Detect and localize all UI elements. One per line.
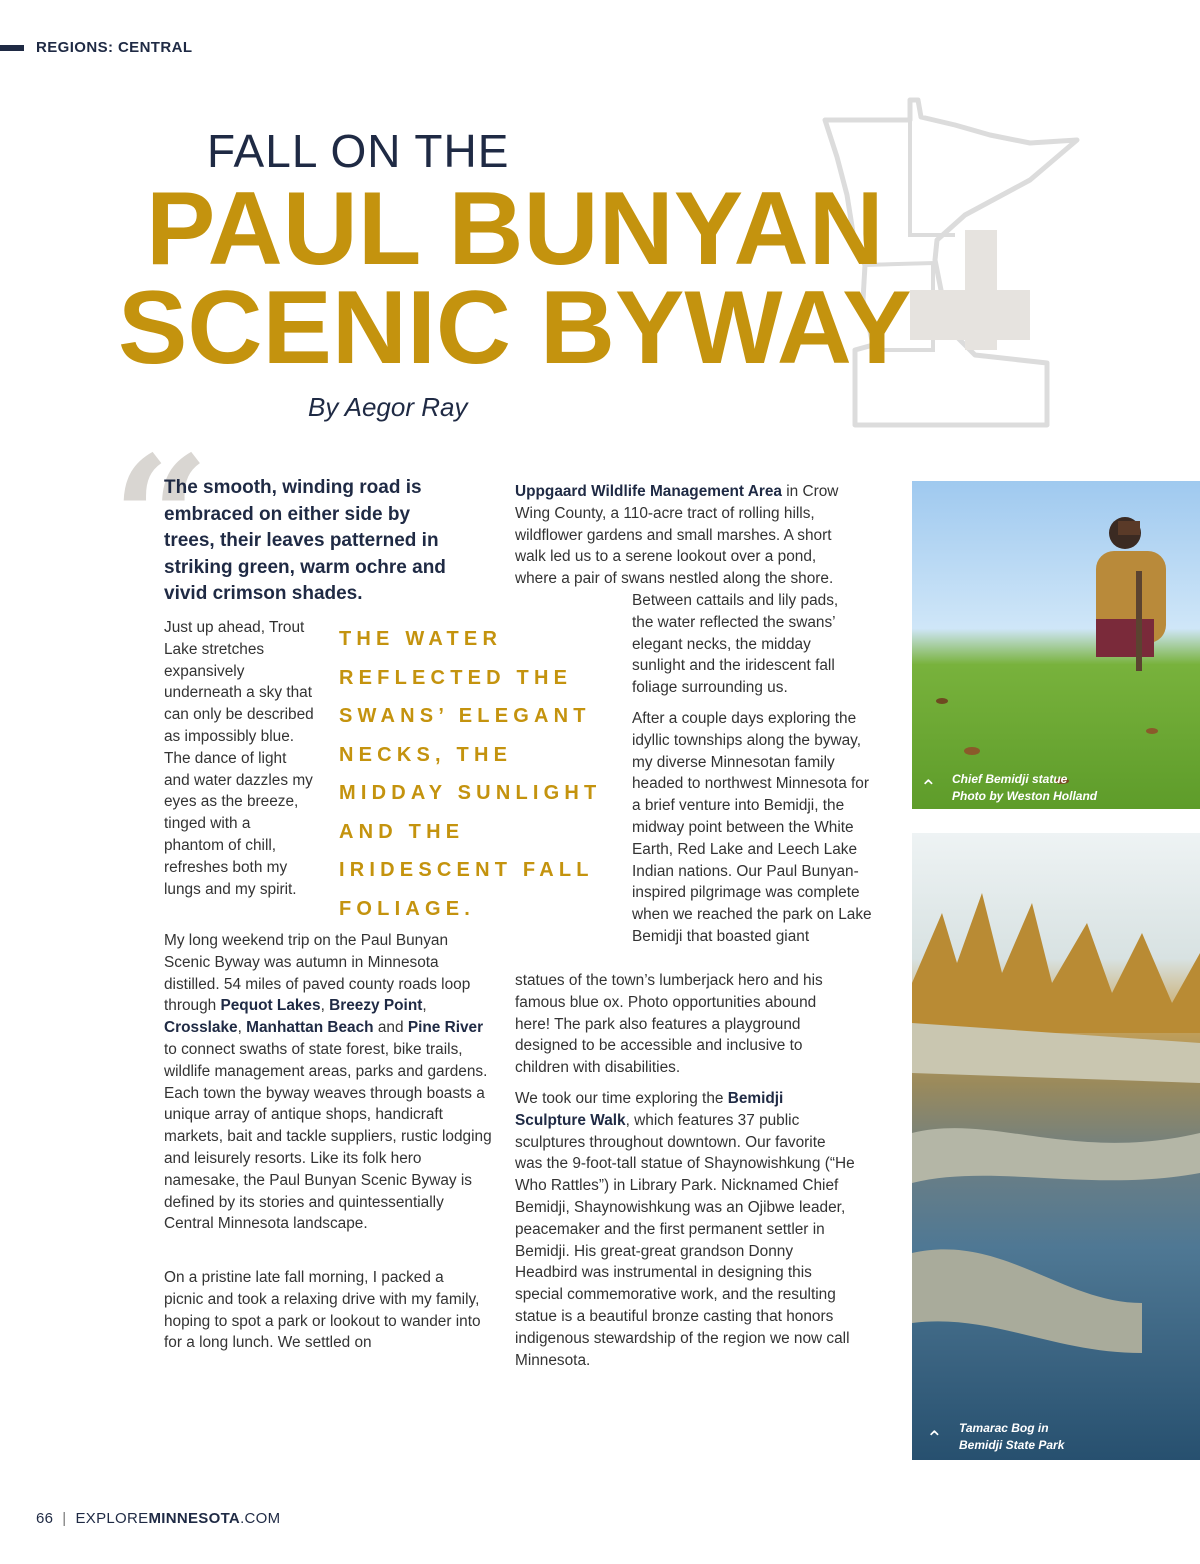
site-prefix: EXPLORE	[75, 1510, 149, 1527]
place-pine-river: Pine River	[407, 1019, 484, 1037]
place-pequot-lakes: Pequot Lakes	[220, 997, 321, 1015]
page-footer	[36, 1510, 280, 1527]
text-run: My long weekend trip on the Paul Bunyan Scenic Byway was autumn in Minnesota distilled. 54 miles of paved county roads loop through	[164, 932, 471, 1015]
text-run: in Crow Wing County, a 110-acre tract of rolling hills, wildflower gardens and small marshes. A short walk led us to a serene lookout over a pond, where a pair of swans nestled along the shore.	[515, 483, 839, 588]
column2-paragraph-1-continued: Between cattails and lily pads, the water reflected the swans’ elegant necks, the midday sunlight and the iridescent fall foliage surrounding us.	[632, 592, 839, 697]
photo-tamarac-bog	[912, 833, 1200, 1460]
column2-paragraph-2: After a couple days exploring the idyllic townships along the byway, my diverse Minnesotan family headed to northwest Minnesota for a brief venture into Bemidji, the midway point between the White Earth, Red Lake and Leech Lake Indian nations. Our Paul Bunyan-inspired pilgrimage was complete when we reached the park on Lake Bemidji that boasted giant	[632, 710, 872, 945]
title-top-line: FALL ON THE	[207, 125, 510, 177]
column1-paragraph-3: On a pristine late fall morning, I packed a picnic and took a relaxing drive with my family, hoping to spot a park or lookout to wander into for a long lunch. We settled on	[164, 1269, 481, 1352]
site-suffix: .COM	[240, 1510, 281, 1527]
pull-quote: THE WATER REFLECTED THE SWANS’ ELEGANT NECKS, THE MIDDAY SUNLIGHT AND THE IRIDESCENT FALL FOLIAGE.	[339, 628, 602, 920]
lead-paragraph: The smooth, winding road is embraced on either side by trees, their leaves patterned in striking green, warm ochre and vivid crimson shades.	[164, 477, 446, 604]
place-crosslake: Crosslake	[164, 1019, 238, 1037]
text-run: to connect swaths of state forest, bike trails, wildlife management areas, parks and gardens. Each town the byway weaves through boasts a unique array of antique shops, handicraft markets, bait and tackle suppliers, rustic lodging and leisurely resorts. Like its folk hero namesake, the Paul Bunyan Scenic Byway is defined by its stories and quintessentially Central Minnesota landscape.	[164, 1040, 492, 1233]
footer-separator: |	[62, 1510, 67, 1527]
place-breezy-point: Breezy Point	[329, 997, 423, 1015]
section-marker-bar	[0, 45, 24, 51]
byline: By Aegor Ray	[308, 392, 468, 422]
text-run: , which features 37 public sculptures throughout downtown. Our favorite was the 9-foot-tall statue of Shaynowishkung (“He Who Rattles”) in Library Park. Nicknamed Chief Bemidji, Shaynowishkung was an Ojibwe leader, peacemaker and the first permanent settler in Bemidji. His great-great grandson Donny Headbird was instrumental in designing this special commemorative work, and the resulting statue is a beautiful bronze casting that honors indigenous stewardship of the region we now call Minnesota.	[515, 1111, 855, 1369]
caption-arrow-icon: ⌃	[926, 1428, 943, 1450]
caption-arrow-icon: ⌃	[920, 777, 937, 799]
statue-illustration	[912, 481, 1200, 809]
title-line-2: SCENIC BYWAY	[118, 270, 912, 386]
place-manhattan-beach: Manhattan Beach	[246, 1019, 374, 1037]
column1-paragraph-2	[164, 930, 494, 1235]
page-number: 66	[36, 1510, 54, 1527]
text-run: and	[373, 1019, 408, 1037]
text-run: We took our time exploring the	[515, 1090, 728, 1107]
quote-mark-icon: “	[112, 419, 210, 619]
caption-line-1: Tamarac Bog in	[959, 1421, 1049, 1435]
place-uppgaard: Uppgaard Wildlife Management Area	[515, 483, 782, 500]
caption-line-1: Chief Bemidji statue	[952, 772, 1068, 786]
text-run: ,	[320, 997, 330, 1015]
page-title	[118, 171, 1018, 386]
column2-paragraph-2-continued: statues of the town’s lumberjack hero and his famous blue ox. Photo opportunities abound here! The park also features a playground designed to be accessible and inclusive to children with disabilities.	[515, 972, 823, 1077]
column2-paragraph-3	[515, 1088, 855, 1371]
bog-illustration	[912, 833, 1200, 1460]
text-run: ,	[422, 997, 427, 1015]
caption-line-2: Bemidji State Park	[959, 1438, 1065, 1452]
site-name: MINNESOTA	[148, 1510, 241, 1527]
title-line-1: PAUL BUNYAN	[146, 171, 884, 287]
photo-chief-bemidji-statue	[912, 481, 1200, 809]
caption-line-2: Photo by Weston Holland	[952, 789, 1098, 803]
place-bemidji-sculpture-walk: Bemidji Sculpture Walk	[515, 1090, 784, 1129]
photo-caption	[959, 1420, 1064, 1454]
column2-paragraph-1	[515, 481, 845, 590]
text-run: ,	[237, 1019, 247, 1037]
column1-paragraph-1: Just up ahead, Trout Lake stretches expansively underneath a sky that can only be described as impossibly blue. The dance of light and water dazzles my eyes as the breeze, tinged with a phantom of chill, refreshes both my lungs and my spirit.	[164, 619, 314, 898]
section-label: REGIONS: CENTRAL	[36, 39, 193, 56]
photo-caption	[952, 771, 1097, 805]
